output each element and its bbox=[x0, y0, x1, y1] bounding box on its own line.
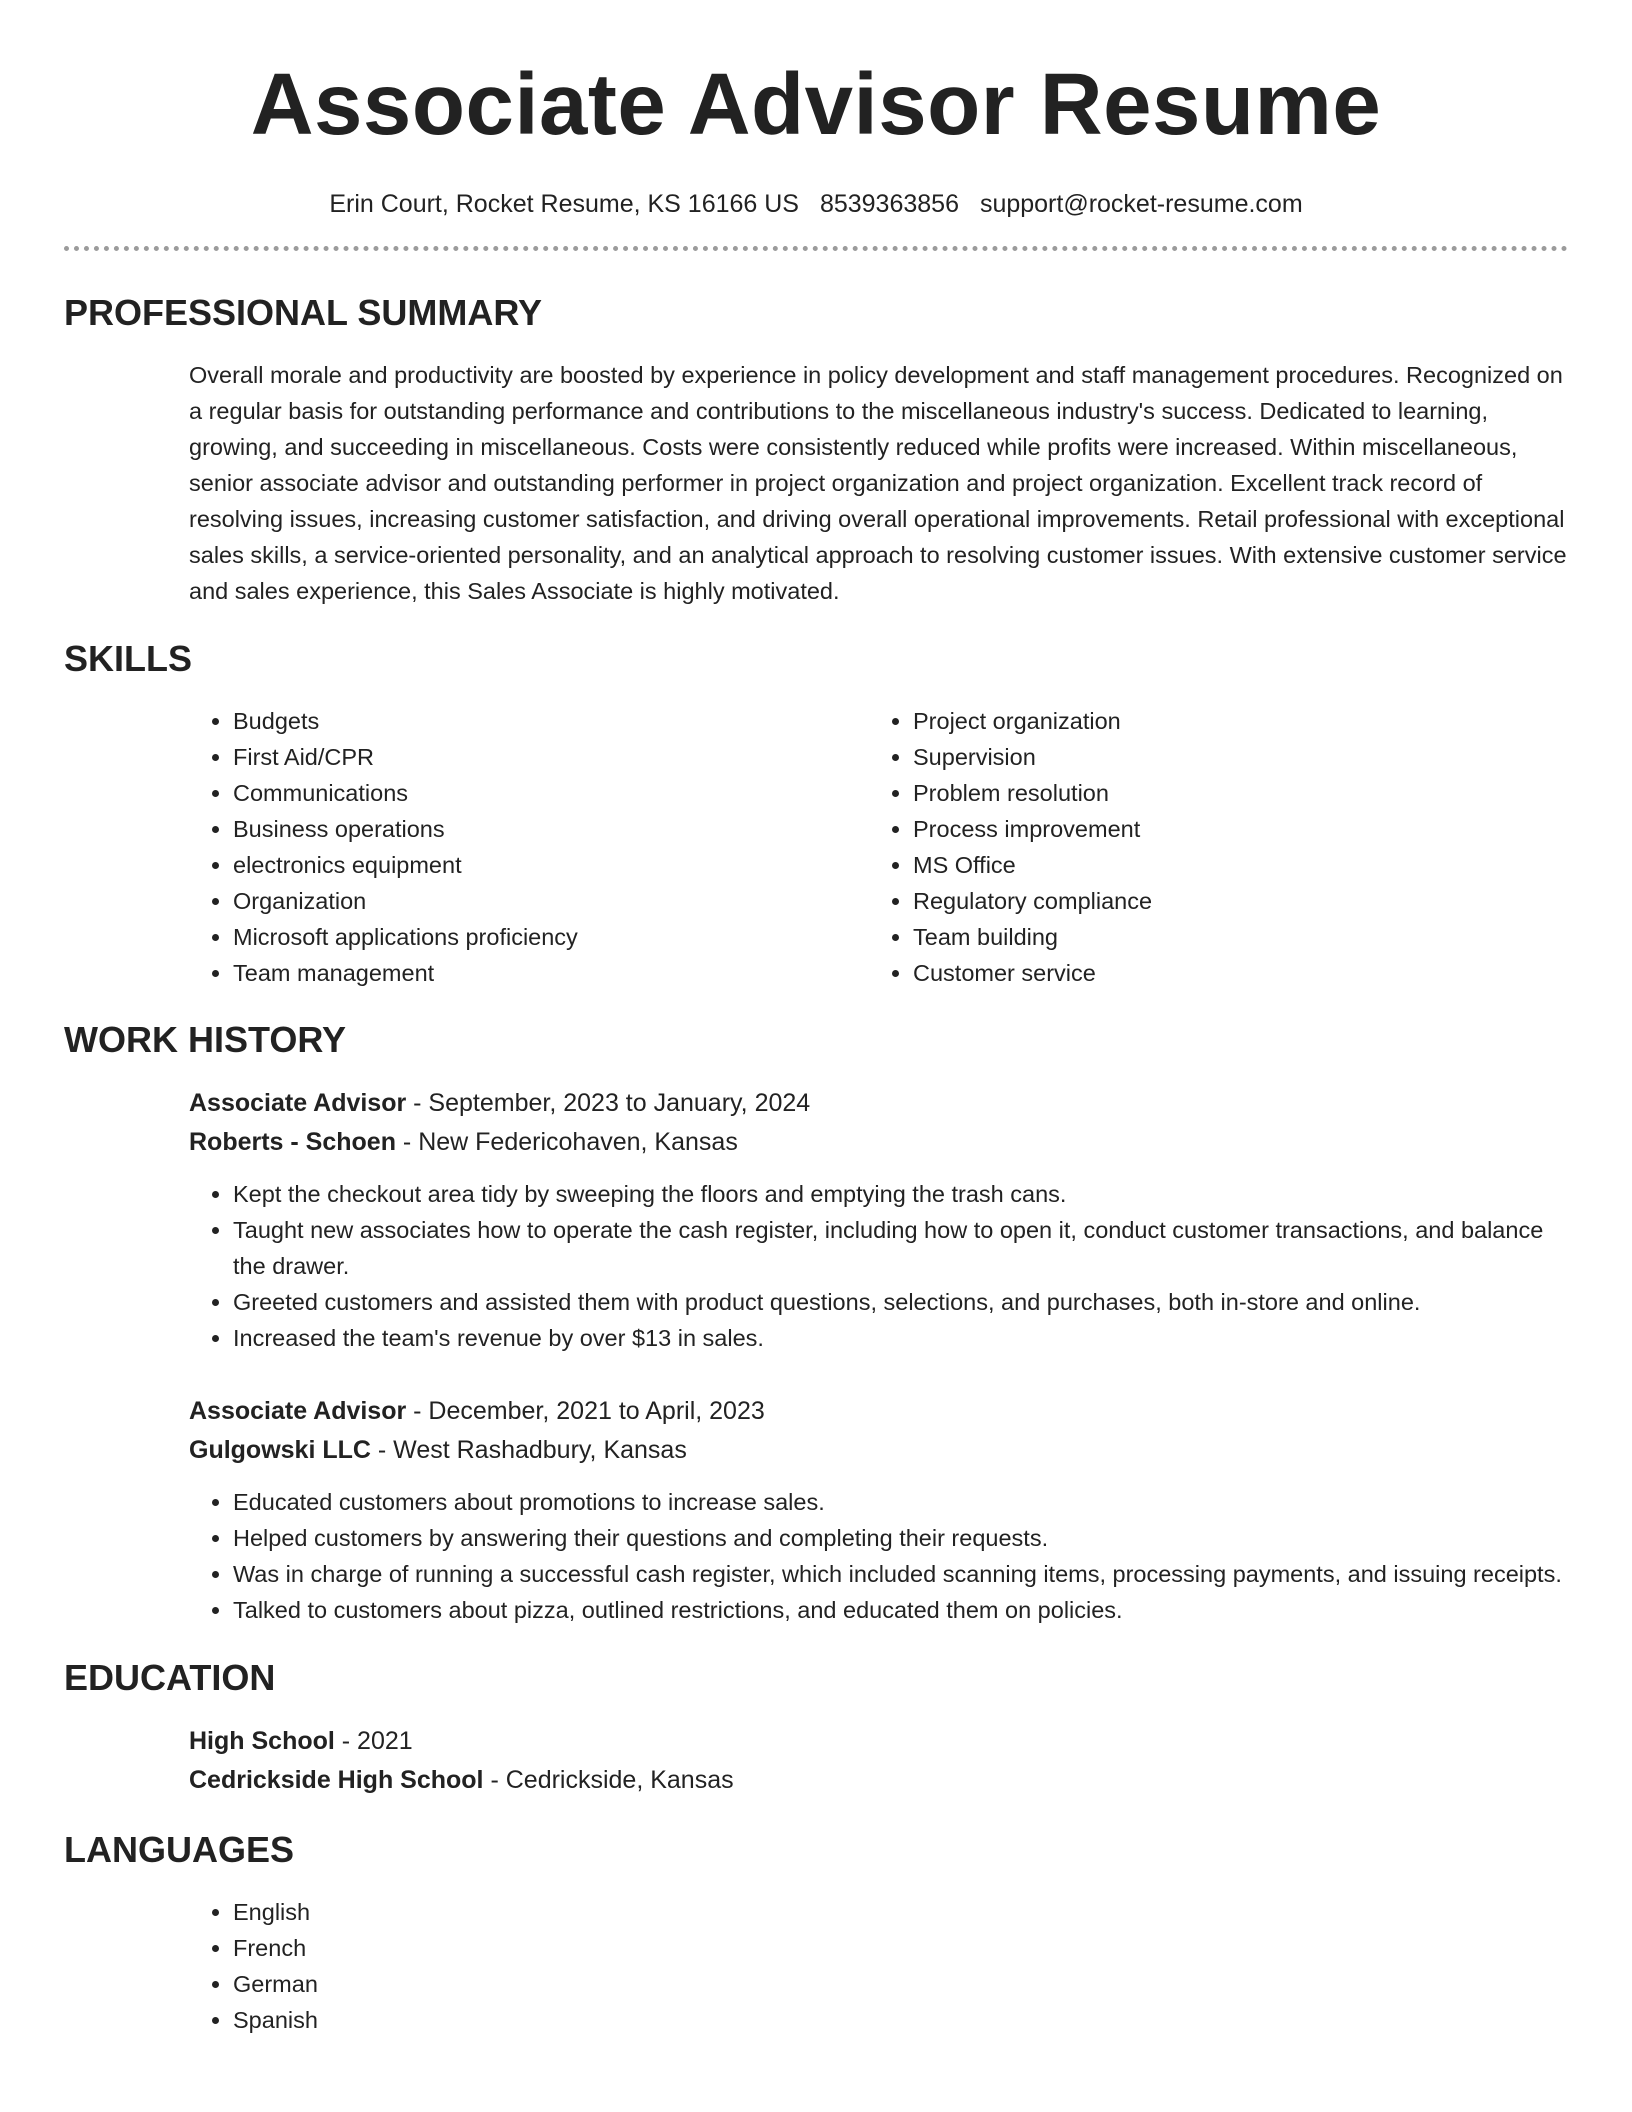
skill-item: • Communications bbox=[233, 775, 869, 811]
job-company: Roberts - Schoen bbox=[189, 1128, 396, 1156]
job-duty: • Taught new associates how to operate the cash register, including how to open it, conduct customer transactions, and balance the drawer. bbox=[233, 1212, 1568, 1284]
job-location: - New Federicohaven, Kansas bbox=[395, 1128, 738, 1156]
job-entry bbox=[189, 1084, 1568, 1356]
work-history-section bbox=[64, 1018, 1568, 1628]
education-year: - 2021 bbox=[334, 1727, 413, 1755]
section-title-summary: PROFESSIONAL SUMMARY bbox=[64, 292, 543, 333]
language-item: • French bbox=[233, 1930, 1568, 1966]
section-title-work: WORK HISTORY bbox=[64, 1019, 347, 1060]
section-title-education: EDUCATION bbox=[64, 1657, 276, 1698]
skill-item: • Customer service bbox=[913, 955, 1549, 991]
contact-address: Erin Court, Rocket Resume, KS 16166 US bbox=[329, 190, 799, 218]
languages-section bbox=[64, 1828, 1568, 2038]
skill-item: • Budgets bbox=[233, 703, 869, 739]
job-company-line bbox=[189, 1431, 1568, 1470]
job-company-line bbox=[189, 1123, 1568, 1162]
job-duty: • Kept the checkout area tidy by sweeping the floors and emptying the trash cans. bbox=[233, 1176, 1568, 1212]
job-duty: • Was in charge of running a successful cash register, which included scanning items, processing payments, and issuing receipts. bbox=[233, 1556, 1568, 1592]
education-school-line bbox=[189, 1761, 1568, 1800]
education-degree-line bbox=[189, 1722, 1568, 1761]
skill-item: • Process improvement bbox=[913, 811, 1549, 847]
skills-columns bbox=[189, 703, 1568, 991]
contact-email: support@rocket-resume.com bbox=[979, 190, 1303, 218]
job-duty: • Helped customers by answering their questions and completing their requests. bbox=[233, 1520, 1568, 1556]
language-item: • German bbox=[233, 1966, 1568, 2002]
job-role: Associate Advisor bbox=[189, 1397, 407, 1425]
job-duty: • Greeted customers and assisted them with product questions, selections, and purchases, both in-store and online. bbox=[233, 1284, 1568, 1320]
skill-item: • Supervision bbox=[913, 739, 1549, 775]
skills-list-right bbox=[869, 703, 1549, 991]
job-duty: • Educated customers about promotions to increase sales. bbox=[233, 1484, 1568, 1520]
contact-line bbox=[64, 187, 1568, 221]
education-section bbox=[64, 1656, 1568, 1800]
job-dates: - December, 2021 to April, 2023 bbox=[406, 1397, 765, 1425]
section-title-languages: LANGUAGES bbox=[64, 1829, 295, 1870]
education-entry bbox=[189, 1722, 1568, 1800]
languages-list bbox=[189, 1894, 1568, 2038]
job-duties bbox=[189, 1484, 1568, 1628]
education-degree: High School bbox=[189, 1727, 335, 1755]
skill-item: • Microsoft applications proficiency bbox=[233, 919, 869, 955]
education-location: - Cedrickside, Kansas bbox=[483, 1766, 734, 1794]
skill-item: • Project organization bbox=[913, 703, 1549, 739]
skills-list-left bbox=[189, 703, 869, 991]
job-entry bbox=[189, 1392, 1568, 1628]
skill-item: • Organization bbox=[233, 883, 869, 919]
job-location: - West Rashadbury, Kansas bbox=[370, 1436, 687, 1464]
education-school: Cedrickside High School bbox=[189, 1766, 484, 1794]
language-item: • English bbox=[233, 1894, 1568, 1930]
contact-phone: 8539363856 bbox=[819, 190, 959, 218]
skill-item: • MS Office bbox=[913, 847, 1549, 883]
skills-section bbox=[64, 637, 1568, 991]
job-duty: • Increased the team's revenue by over $13 in sales. bbox=[233, 1320, 1568, 1356]
job-company: Gulgowski LLC bbox=[189, 1436, 371, 1464]
language-item: • Spanish bbox=[233, 2002, 1568, 2038]
job-duties bbox=[189, 1176, 1568, 1356]
skill-item: • First Aid/CPR bbox=[233, 739, 869, 775]
skill-item: • Business operations bbox=[233, 811, 869, 847]
skill-item: • Regulatory compliance bbox=[913, 883, 1549, 919]
skill-item: • electronics equipment bbox=[233, 847, 869, 883]
summary-text: Overall morale and productivity are boosted by experience in policy development and staff management procedures. Recognized on a regular basis for outstanding performance and contributions to the miscellaneous industry's success. Dedicated to learning, growing, and succeeding in miscellaneous. Costs were consistently reduced while profits were increased. Within miscellaneous, senior associate advisor and outstanding performer in project organization and project organization. Excellent track record of resolving issues, increasing customer satisfaction, and driving overall operational improvements. Retail professional with exceptional sales skills, a service-oriented personality, and an analytical approach to resolving customer issues. With extensive customer service and sales experience, this Sales Associate is highly motivated. bbox=[189, 362, 1567, 604]
languages-list-wrap bbox=[189, 1894, 1568, 2038]
skill-item: • Problem resolution bbox=[913, 775, 1549, 811]
skill-item: • Team building bbox=[913, 919, 1549, 955]
job-title-line bbox=[189, 1084, 1568, 1123]
job-duty: • Talked to customers about pizza, outlined restrictions, and educated them on policies. bbox=[233, 1592, 1568, 1628]
header-divider bbox=[64, 246, 1568, 251]
section-title-skills: SKILLS bbox=[64, 638, 193, 679]
resume-header bbox=[64, 0, 1568, 251]
professional-summary-section bbox=[64, 291, 1568, 609]
job-dates: - September, 2023 to January, 2024 bbox=[406, 1089, 811, 1117]
resume-title: Associate Advisor Resume bbox=[250, 56, 1382, 153]
job-title-line bbox=[189, 1392, 1568, 1431]
skill-item: • Team management bbox=[233, 955, 869, 991]
job-role: Associate Advisor bbox=[189, 1089, 407, 1117]
